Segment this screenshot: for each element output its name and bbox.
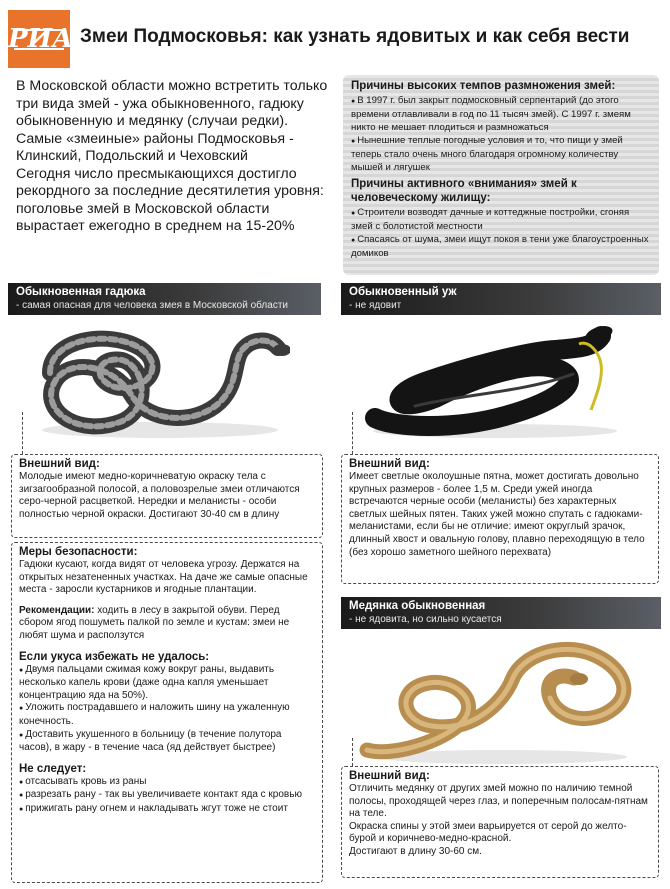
grass-snake-name: Обыкновенный уж: [349, 286, 457, 298]
intro-paragraph-2: Сегодня число пресмыкающихся достигло рекордного за последние десятилетия уровня: поголовье змей в Московской области вырастает ежегодно в среднем на 15-20%: [16, 165, 324, 234]
viper-connector: [22, 412, 23, 454]
page-title: Змеи Подмосковья: как узнать ядовитых и как себя вести: [80, 26, 630, 47]
recommendations: [19, 605, 315, 643]
intro-paragraph-1: В Московской области можно встретить только три вида змей - ужа обыкновенного, гадюку обыкновенную и медянку (случаи редки). Самые «змеиные» районы Подмосковья - Клинский, Подольский и Чеховский: [16, 78, 328, 164]
grass-snake-appearance-text: Имеет светлые околоушные пятна, может достигать довольно крупных размеров - более 1,5 м. Среди ужей иногда встречаются черные особи (меланисты) без характерных светлых шейных пятен. Таких ужей можно спутать с гадюками-меланистами, если бы не отличие: имеют округлый зрачок, длинный хвост и овальную голову, плавно переходящую в тело (без хорошо заметного шейного перехвата): [349, 471, 645, 558]
causes-panel: [343, 75, 659, 275]
dont-item: ● разрезать рану - так вы увеличиваете контакт яда с кровью: [19, 789, 315, 803]
viper-appearance-box: [11, 454, 323, 538]
bite-item: ● Доставить укушенного в больницу (в течение полутора часов), в жару - в течение часа (яд действует быстрее): [19, 729, 315, 755]
copperhead-header: [341, 597, 661, 629]
grass-snake-connector: [352, 412, 353, 454]
grass-snake-appearance-box: [341, 454, 659, 584]
grass-snake-header: [341, 283, 661, 315]
copperhead-appearance-text-1: Отличить медянку от других змей можно по наличию темной полосы, проходящей через глаз, и поперечным полосам-пятнам на теле.: [349, 783, 648, 820]
safety-text: Гадюки кусают, когда видят от человека угрозу. Держатся на открытых незатененных участках. На даче же самые опасные места - заросли кустарников и ягодные плантации.: [19, 559, 308, 596]
causes-title-attention: Причины активного «внимания» змей к человеческому жилищу:: [351, 178, 577, 204]
copperhead-appearance-text-3: Достигают в длину 30-60 см.: [349, 845, 482, 857]
dont-item: ● отсасывать кровь из раны: [19, 776, 315, 790]
viper-image: [20, 318, 290, 443]
causes-item: ● Спасаясь от шума, змеи ищут покоя в тени уже благоустроенных домиков: [351, 233, 651, 260]
dont-title: Не следует:: [19, 762, 87, 775]
causes-item: ● Строители возводят дачные и коттеджные постройки, сгоняя змей с болотистой местности: [351, 206, 651, 233]
copperhead-connector: [352, 738, 353, 766]
viper-subtitle: - самая опасная для человека змея в Московской области: [16, 300, 288, 311]
copperhead-subtitle: - не ядовита, но сильно кусается: [349, 614, 502, 625]
logo-text: РИА: [8, 24, 74, 54]
grass-snake-subtitle: - не ядовит: [349, 300, 402, 311]
ria-logo: [8, 10, 74, 68]
viper-appearance-title: Внешний вид:: [19, 458, 100, 470]
copperhead-name: Медянка обыкновенная: [349, 600, 486, 612]
causes-title-breeding: Причины высоких темпов размножения змей:: [351, 80, 616, 92]
dont-item: ● прижигать рану огнем и накладывать жгут тоже не стоит: [19, 803, 315, 817]
bite-item: ● Двумя пальцами сжимая кожу вокруг раны, выдавить несколько капель крови (даже одна капля уменьшает концентрацию яда на 50%).: [19, 664, 315, 703]
copperhead-appearance-title: Внешний вид:: [349, 770, 430, 782]
viper-name: Обыкновенная гадюка: [16, 286, 146, 298]
viper-safety-box: [11, 542, 323, 883]
viper-appearance-text: Молодые имеют медно-коричневатую окраску тела с зигзагообразной полосой, а половозрелые змеи отличаются серо-черной расцветкой. Нередки и меланисты - особи полностью черной окраски. Достигают 30-40 см в длину: [19, 471, 300, 520]
intro-text: [16, 78, 334, 236]
safety-title: Меры безопасности:: [19, 546, 138, 558]
viper-header: [8, 283, 321, 315]
grass-snake-image: [355, 318, 645, 443]
recommendations-text: ходить в лесу в закрытой обуви. Перед сбором ягод пошуметь палкой по земле и кустам: змеи не любят шума и расползутся: [19, 604, 290, 641]
dont-list: [19, 776, 315, 817]
bite-title: Если укуса избежать не удалось:: [19, 650, 210, 663]
recommendations-label: Рекомендации:: [19, 604, 95, 616]
copperhead-image: [352, 632, 652, 767]
bite-item: ● Уложить пострадавшего и наложить шину на ужаленную конечность.: [19, 702, 315, 728]
copperhead-appearance-text-2: Окраска спины у этой змеи варьируется от серой до желто-бурой и коричнево-медно-красной.: [349, 820, 627, 845]
causes-list-breeding: [351, 94, 651, 174]
copperhead-appearance-box: [341, 766, 659, 878]
causes-item: ● В 1997 г. был закрыт подмосковный серпентарий (до этого времени отлавливали в год по 11 тысяч змей). С 1997 г. змеям никто не мешает плодиться и размножаться: [351, 94, 651, 134]
bite-list: [19, 664, 315, 755]
grass-snake-appearance-title: Внешний вид:: [349, 458, 430, 470]
causes-list-attention: [351, 206, 651, 260]
causes-item: ● Нынешние теплые погодные условия и то, что пищи у змей теперь стало очень много благодаря огромному количеству мышей и лягушек: [351, 134, 651, 174]
